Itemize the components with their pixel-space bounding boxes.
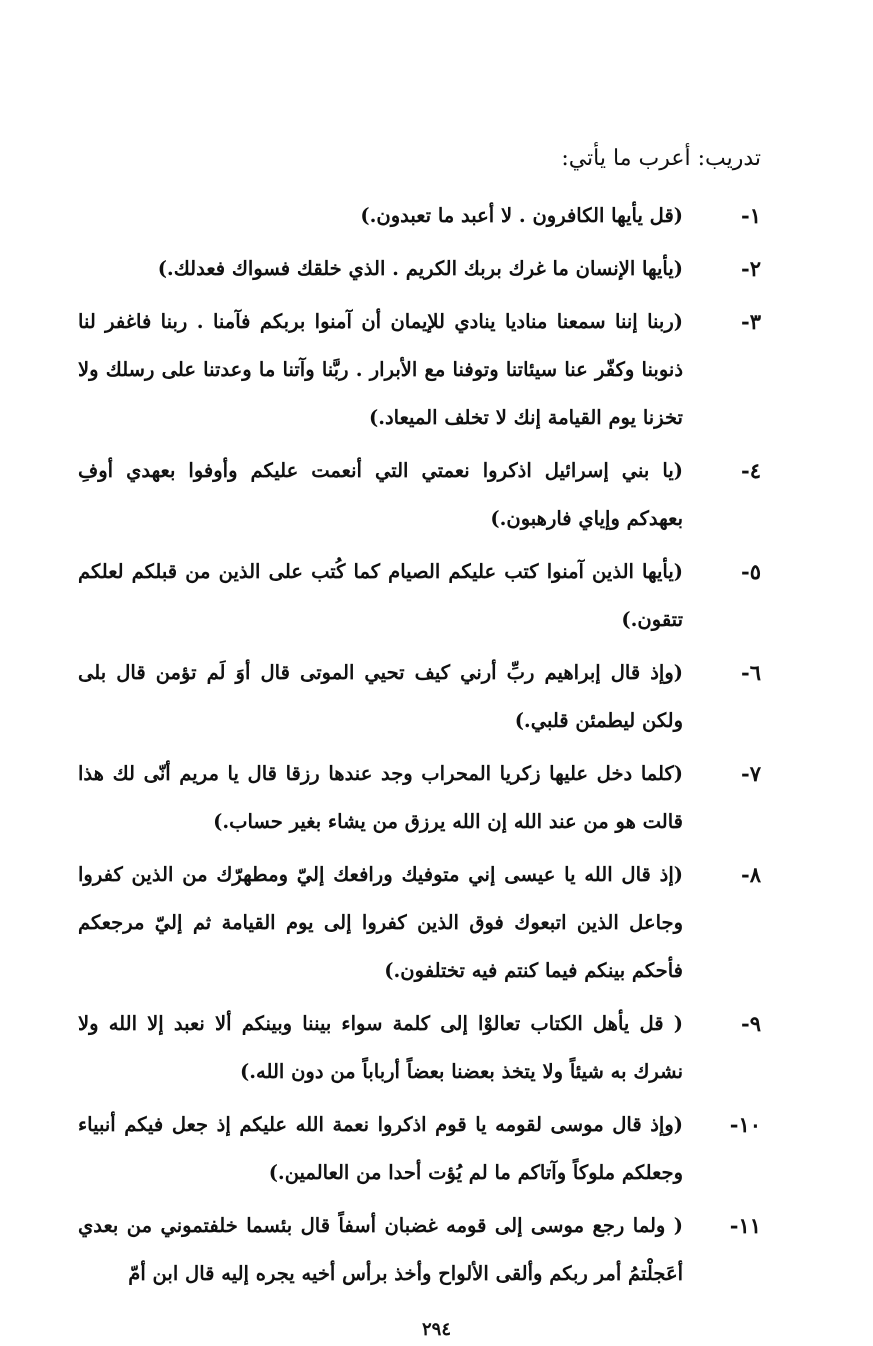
item-text: (يا بني إسرائيل اذكروا نعمتي التي أنعمت عليكم وأوفوا بعهدي أوفِ بعهدكم وإياي فارهبون.) <box>78 459 683 530</box>
item-number: ٣- <box>741 309 761 334</box>
item-text: (يأيها الذين آمنوا كتب عليكم الصيام كما كُتب على الذين من قبلكم لعلكم تتقون.) <box>78 560 683 631</box>
item-text: ( قل يأهل الكتاب تعالوْا إلى كلمة سواء بيننا وبينكم ألا نعبد إلا الله ولا نشرك به شيئاً ولا يتخذ بعضنا بعضاً أرباباً من دون الله.) <box>78 1012 683 1083</box>
page-content <box>78 138 761 1303</box>
exercise-item-9 <box>78 1000 761 1096</box>
exercise-item-6 <box>78 649 761 745</box>
item-number: ١٠- <box>729 1112 761 1137</box>
item-number: ٧- <box>741 761 761 786</box>
exercise-item-10 <box>78 1101 761 1197</box>
exercise-item-5 <box>78 548 761 644</box>
exercise-item-7 <box>78 750 761 846</box>
page-number: ٢٩٤ <box>421 1319 451 1340</box>
item-number: ٦- <box>741 660 761 685</box>
item-number: ٥- <box>741 559 761 584</box>
item-number: ٤- <box>741 458 761 483</box>
item-text: (يأيها الإنسان ما غرك بربك الكريم . الذي خلقك فسواك فعدلك.) <box>157 257 683 280</box>
item-text: ( ولما رجع موسى إلى قومه غضبان أسفاً قال بئسما خلفتموني من بعدي أعَجلْتمُ أمر ربكم وألقى الألواح وأخذ برأس أخيه يجره إليه قال ابن أمّ <box>78 1214 683 1285</box>
item-number: ٢- <box>741 256 761 281</box>
exercise-item-4 <box>78 447 761 543</box>
item-number: ٨- <box>741 862 761 887</box>
item-text: (كلما دخل عليها زكريا المحراب وجد عندها رزقا قال يا مريم أنّى لك هذا قالت هو من عند الله إن الله يرزق من يشاء بغير حساب.) <box>78 762 683 833</box>
item-text: (قل يأيها الكافرون . لا أعبد ما تعبدون.) <box>360 204 683 227</box>
exercise-item-11 <box>78 1202 761 1298</box>
item-number: ٩- <box>741 1011 761 1036</box>
exercise-item-2 <box>78 245 761 293</box>
exercise-item-3 <box>78 298 761 442</box>
item-number: ١١- <box>729 1213 761 1238</box>
exercise-item-1 <box>78 192 761 240</box>
item-text: (وإذ قال موسى لقومه يا قوم اذكروا نعمة الله عليكم إذ جعل فيكم أنبياء وجعلكم ملوكاً وآتاكم ما لم يُؤت أحدا من العالمين.) <box>78 1113 683 1184</box>
item-text: (إذ قال الله يا عيسى إني متوفيك ورافعك إليّ ومطهرّك من الذين كفروا وجاعل الذين اتبعوك فوق الذين كفروا إلى يوم القيامة ثم إليّ مرجعكم فأحكم بينكم فيما كنتم فيه تختلفون.) <box>78 863 683 982</box>
item-text: (ربنا إننا سمعنا مناديا ينادي للإيمان أن آمنوا بربكم فآمنا . ربنا فاغفر لنا ذنوبنا وكفّر عنا سيئاتنا وتوفنا مع الأبرار . ربَّنا وآتنا ما وعدتنا على رسلك ولا تخزنا يوم القيامة إنك لا تخلف الميعاد.) <box>78 310 683 429</box>
exercise-heading: تدريب: أعرب ما يأتي: <box>561 146 761 171</box>
item-text: (وإذ قال إبراهيم ربِّ أرني كيف تحيي الموتى قال أوَ لَم تؤمن قال بلى ولكن ليطمئن قلبي.) <box>78 661 683 732</box>
item-number: ١- <box>741 203 761 228</box>
exercise-item-8 <box>78 851 761 995</box>
